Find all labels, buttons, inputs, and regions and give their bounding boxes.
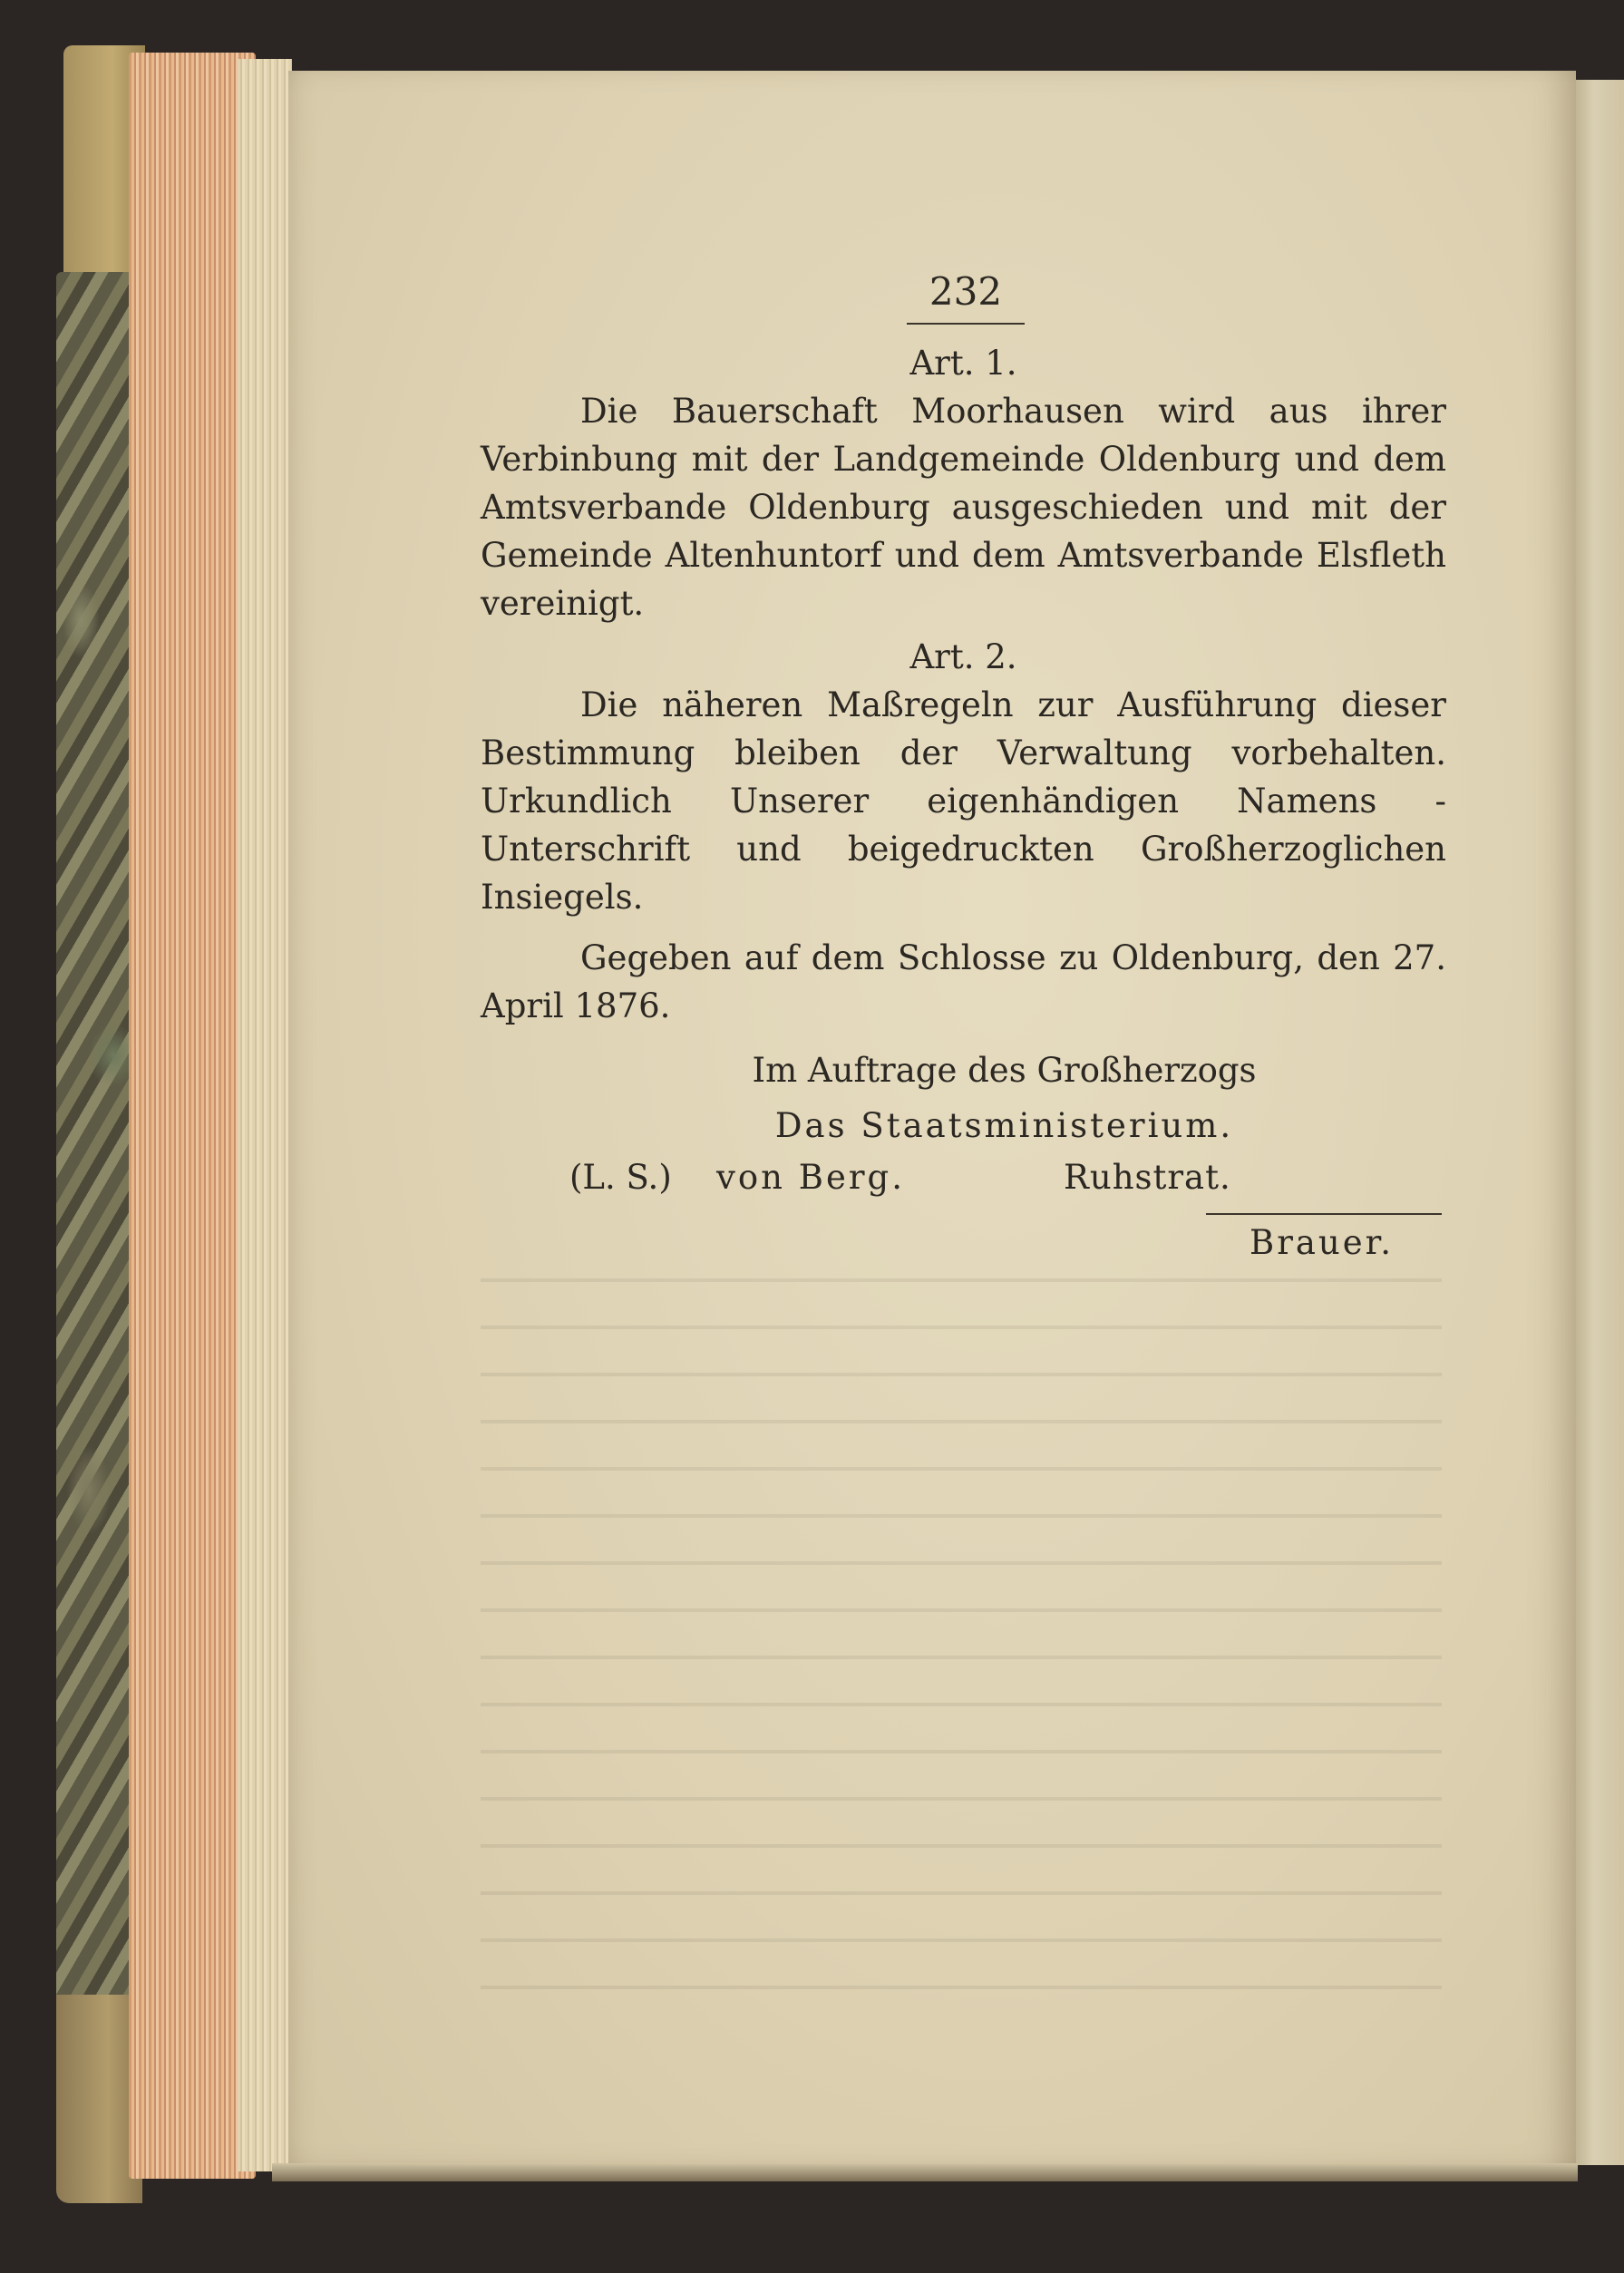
given-at-line: Gegeben auf dem Schlosse zu Oldenburg, den 27. April 1876. — [481, 938, 1446, 1025]
seal-mark: (L. S.) — [569, 1158, 672, 1197]
page-text — [481, 267, 1446, 1269]
signature-ministry: Das Staatsministerium. — [774, 1106, 1234, 1145]
article-1-text: Die Bauerschaft Moorhausen wird aus ihrer Verbinbung mit der Landgemeinde Oldenburg und dem Amtsverbande Oldenburg ausgeschieden und mit der Gemeinde Altenhuntorf und dem Amtsverbande Elsfleth vereinigt. — [481, 392, 1446, 623]
signer-ruhstrat: Ruhstrat. — [1064, 1158, 1231, 1197]
page-edge-stack — [129, 53, 256, 2179]
countersign-rule — [1206, 1213, 1442, 1215]
page-number: 232 — [907, 267, 1025, 325]
page-bottom-edge — [272, 2163, 1578, 2181]
article-1-heading: Art. 1. — [909, 344, 1017, 383]
article-2-heading: Art. 2. — [909, 637, 1017, 676]
countersign-block — [481, 1206, 1446, 1269]
countersigner-brauer: Brauer. — [1250, 1223, 1395, 1262]
signer-von-berg: von Berg. — [716, 1158, 905, 1197]
marbled-cover — [56, 272, 138, 2013]
facing-page-edge — [1573, 80, 1624, 2165]
signature-row — [481, 1153, 1446, 1206]
show-through-bleed — [481, 1251, 1442, 1995]
signature-commission: Im Auftrage des Großherzogs — [752, 1051, 1257, 1090]
page-edge-inner — [238, 59, 292, 2171]
article-2-text: Die näheren Maßregeln zur Ausführung dieser Bestimmung bleiben der Verwaltung vorbehalten. Urkundlich Unserer eigenhändigen Namens - Unterschrift und beigedruckten Großherzoglichen Insiegels. — [481, 685, 1446, 917]
